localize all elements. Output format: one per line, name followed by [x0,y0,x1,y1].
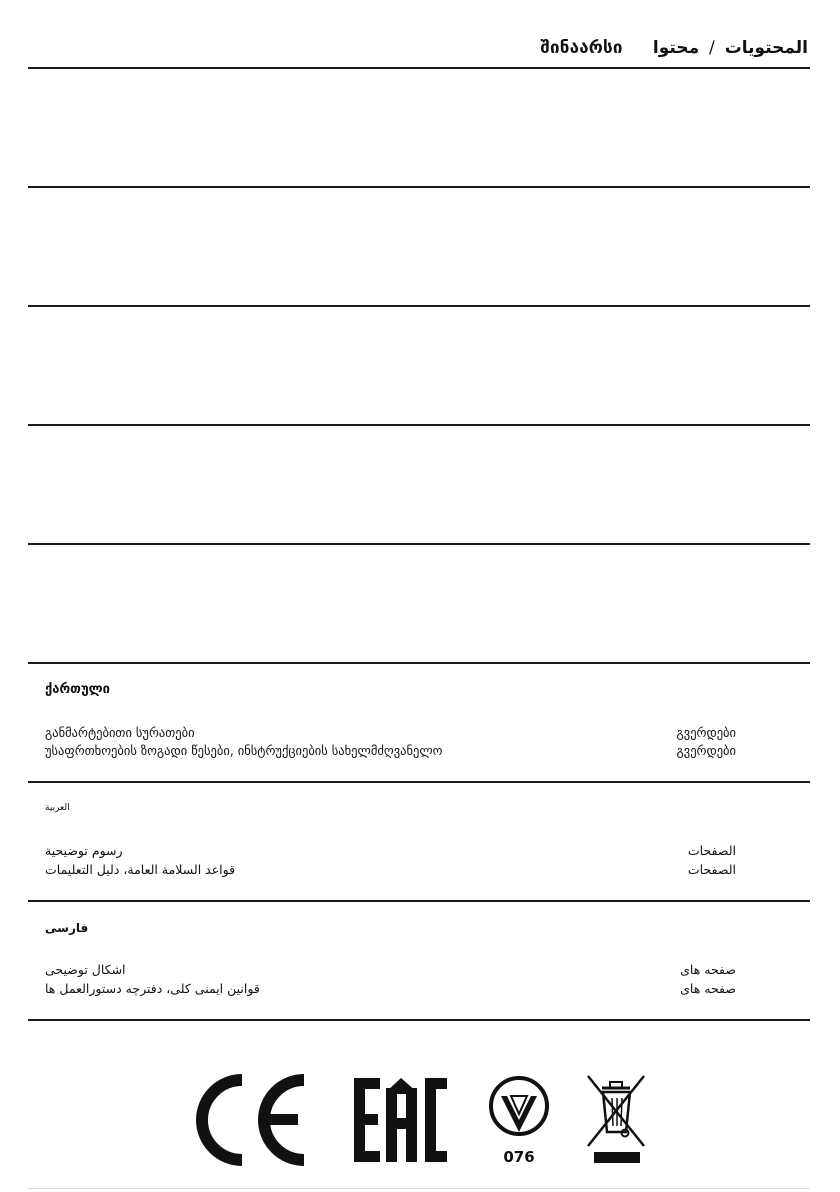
certification-logos [0,1074,840,1174]
divider [28,1019,810,1021]
toc-entry-pages: الصفحات [687,862,736,877]
page-title [540,38,808,58]
toc-entry-pages: გვერდები [676,725,736,740]
section-title-arabic: العربية [45,803,70,813]
ukrainian-mark-code: 076 [503,1148,535,1166]
divider [28,305,810,307]
section-title-georgian: ქართული [45,682,110,697]
title-persian: محتوا [652,38,700,58]
divider [28,424,810,426]
ce-mark-logo [192,1074,312,1166]
toc-entry-pages: صفحه های [680,981,736,996]
crossed-out-wheelie-bin-icon [586,1074,646,1166]
toc-entry-label: უსაფრთხოების ზოგადი წესები, ინსტრუქციების სახელმძღვანელო [45,743,443,758]
ukrainian-conformity-mark-logo [487,1074,551,1166]
page-footer-edge [28,1188,810,1189]
eac-mark-logo [352,1074,450,1166]
divider [28,900,810,902]
section-title-persian: فارسی [45,921,89,935]
toc-entry-label: اشکال توضیحی [45,962,126,977]
toc-entry-pages: الصفحات [687,843,736,858]
toc-entry-pages: გვერდები [676,743,736,758]
toc-entry-label: განმარტებითი სურათები [45,725,195,740]
divider [28,543,810,545]
toc-entry-label: رسوم توضيحية [45,843,123,858]
toc-entry-label: قواعد السلامة العامة، دليل التعليمات [45,862,236,877]
divider [28,662,810,664]
divider [28,186,810,188]
toc-entry-pages: صفحه های [680,962,736,977]
title-arabic: المحتويات [724,38,808,58]
toc-entry-label: قوانین ایمنی کلی، دفترچه دستورالعمل ها [45,981,260,996]
title-separator: / [709,38,715,58]
divider [28,781,810,783]
title-georgian: შინაარსი [540,38,623,58]
divider [28,67,810,69]
